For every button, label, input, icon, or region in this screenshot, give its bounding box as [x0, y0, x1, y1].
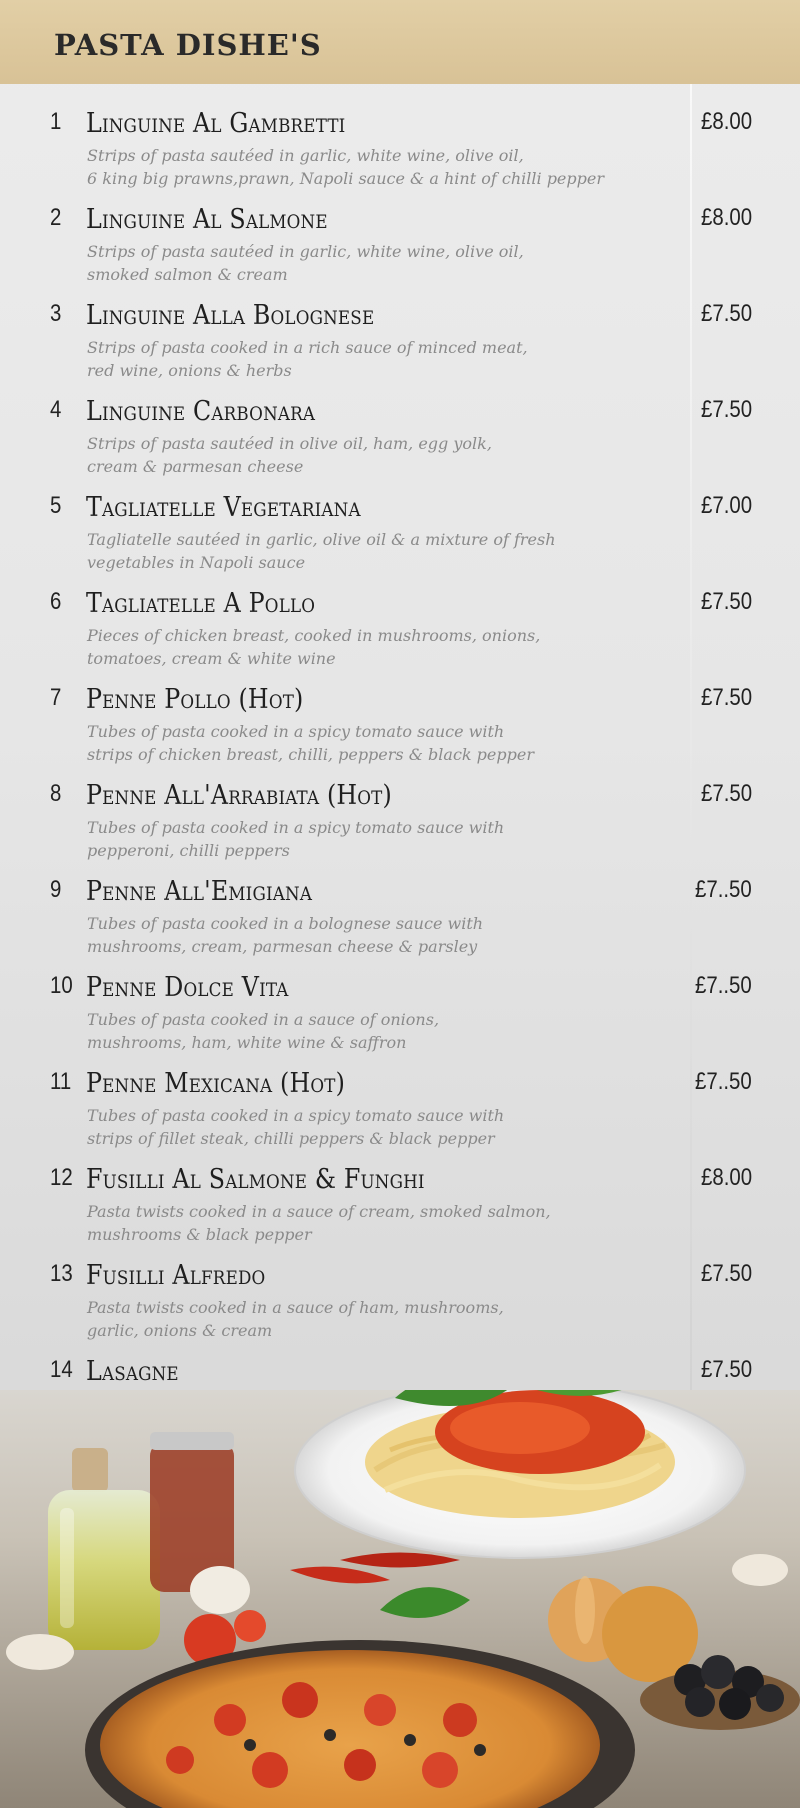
menu-item	[0, 876, 800, 966]
item-price: £7..50	[695, 1068, 752, 1095]
item-number: 8	[50, 780, 62, 807]
garlic	[190, 1566, 250, 1614]
menu-item	[0, 1260, 800, 1350]
item-number: 10	[50, 972, 73, 999]
item-name: Penne Pollo (Hot)	[86, 684, 304, 715]
item-name: Penne Dolce Vita	[86, 972, 289, 1003]
item-number: 5	[50, 492, 62, 519]
item-description: Strips of pasta sautéed in garlic, white wine, olive oil, 6 king big prawns,prawn, Napoli sauce & a hint of chilli pepper	[87, 146, 604, 188]
item-description: Pasta twists cooked in a sauce of cream, smoked salmon, mushrooms & black pepper	[87, 1202, 551, 1244]
item-price: £8.00	[700, 1164, 752, 1191]
menu-item	[0, 1164, 800, 1254]
item-description: Pasta twists cooked in a sauce of ham, mushrooms, garlic, onions & cream	[87, 1298, 504, 1340]
item-description: Tubes of pasta cooked in a bolognese sauce with mushrooms, cream, parmesan cheese & parsley	[87, 914, 484, 956]
item-number: 6	[50, 588, 62, 615]
item-name: Lasagne	[86, 1356, 179, 1387]
item-number: 4	[50, 396, 62, 423]
item-name: Linguine Al Salmone	[86, 204, 328, 235]
menu-item	[0, 588, 800, 678]
item-number: 12	[50, 1164, 73, 1191]
item-name: Fusilli Al Salmone & Funghi	[86, 1164, 425, 1195]
menu-item	[0, 108, 800, 198]
menu-item	[0, 396, 800, 486]
spaghetti-plate	[295, 1390, 745, 1558]
item-number: 2	[50, 204, 62, 231]
item-name: Linguine Al Gambretti	[86, 108, 346, 139]
item-price: £7.50	[700, 588, 752, 615]
item-description: Tubes of pasta cooked in a spicy tomato sauce with pepperoni, chilli peppers	[87, 818, 505, 860]
item-number: 14	[50, 1356, 73, 1383]
item-price: £8.00	[700, 108, 752, 135]
item-price: £8.00	[700, 204, 752, 231]
header-band	[0, 0, 800, 84]
item-price: £7.50	[700, 684, 752, 711]
item-name: Fusilli Alfredo	[86, 1260, 266, 1291]
menu-item	[0, 780, 800, 870]
menu-item	[0, 492, 800, 582]
item-name: Penne All'Emigiana	[86, 876, 313, 907]
menu-item	[0, 204, 800, 294]
item-price: £7..50	[695, 876, 752, 903]
menu-item	[0, 684, 800, 774]
food-photo	[0, 1390, 800, 1808]
onion	[575, 1576, 595, 1644]
item-description: Strips of pasta sautéed in olive oil, ham, egg yolk, cream & parmesan cheese	[87, 434, 492, 476]
section-title: PASTA DISHE'S	[54, 28, 322, 62]
item-description: Tubes of pasta cooked in a spicy tomato sauce with strips of chicken breast, chilli, peppers & black pepper	[87, 722, 534, 764]
item-number: 9	[50, 876, 62, 903]
item-name: Linguine Carbonara	[86, 396, 316, 427]
item-price: £7.50	[700, 300, 752, 327]
mushroom	[6, 1634, 74, 1670]
item-price: £7.50	[700, 780, 752, 807]
item-description: Tubes of pasta cooked in a sauce of onions, mushrooms, ham, white wine & saffron	[87, 1010, 440, 1052]
item-name: Penne Mexicana (Hot)	[86, 1068, 346, 1099]
item-name: Tagliatelle Vegetariana	[86, 492, 361, 523]
item-price: £7.50	[700, 1260, 752, 1287]
item-name: Penne All'Arrabiata (Hot)	[86, 780, 392, 811]
item-price: £7.00	[700, 492, 752, 519]
mushroom	[732, 1554, 788, 1586]
item-name: Tagliatelle A Pollo	[86, 588, 316, 619]
item-price: £7.50	[700, 396, 752, 423]
menu-item	[0, 972, 800, 1062]
item-price: £7..50	[695, 972, 752, 999]
item-description: Tagliatelle sautéed in garlic, olive oil & a mixture of fresh vegetables in Napoli sauce	[87, 530, 556, 572]
item-number: 7	[50, 684, 62, 711]
item-description: Tubes of pasta cooked in a spicy tomato sauce with strips of fillet steak, chilli peppers & black pepper	[87, 1106, 505, 1148]
item-number: 13	[50, 1260, 73, 1287]
item-description: Strips of pasta cooked in a rich sauce of minced meat, red wine, onions & herbs	[87, 338, 528, 380]
item-description: Strips of pasta sautéed in garlic, white wine, olive oil, smoked salmon & cream	[87, 242, 524, 284]
item-description: Pieces of chicken breast, cooked in mushrooms, onions, tomatoes, cream & white wine	[87, 626, 541, 668]
menu-item	[0, 300, 800, 390]
item-price: £7.50	[700, 1356, 752, 1383]
item-number: 3	[50, 300, 62, 327]
menu-item	[0, 1068, 800, 1158]
tomato	[234, 1610, 266, 1642]
item-number: 1	[50, 108, 62, 135]
item-number: 11	[50, 1068, 72, 1095]
item-name: Linguine Alla Bolognese	[86, 300, 375, 331]
